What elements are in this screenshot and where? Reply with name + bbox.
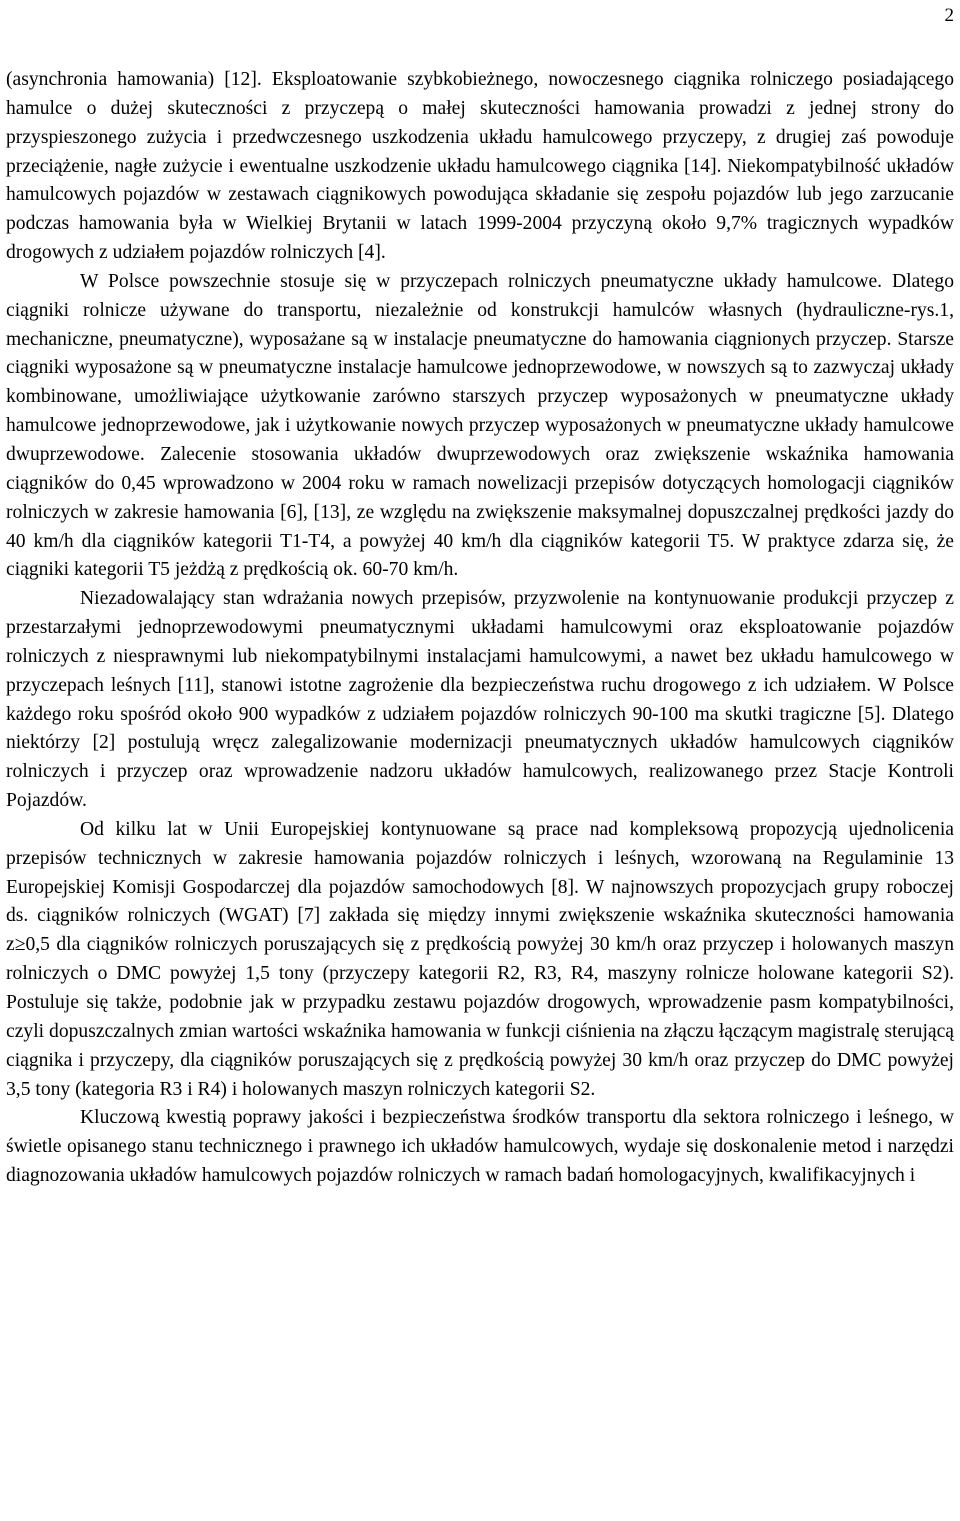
paragraph-1: (asynchronia hamowania) [12]. Eksploatowanie szybkobieżnego, nowoczesnego ciągnika rolniczego posiadającego hamulce o dużej skuteczności z przyczepą o małej skuteczności hamowania prowadzi z jednej strony do przyspieszonego zużycia i przedwczesnego uszkodzenia układu hamulcowego przyczepy, z drugiej zaś powoduje przeciążenie, nagłe zużycie i ewentualne uszkodzenie układu hamulcowego ciągnika [14]. Niekompatybilność układów hamulcowych pojazdów w zestawach ciągnikowych powodująca składanie się zespołu pojazdów lub jego zarzucanie podczas hamowania była w Wielkiej Brytanii w latach 1999-2004 przyczyną około 9,7% tragicznych wypadków drogowych z udziałem pojazdów rolniczych [4]. bbox=[6, 69, 954, 264]
page-number: 2 bbox=[944, 5, 954, 26]
paragraph-4: Od kilku lat w Unii Europejskiej kontynuowane są prace nad kompleksową propozycją ujednolicenia przepisów technicznych w zakresie hamowania pojazdów rolniczych i leśnych, wzorowaną na Regulaminie 13 Europejskiej Komisji Gospodarczej dla pojazdów samochodowych [8]. W najnowszych propozycjach grupy roboczej ds. ciągników rolniczych (WGAT) [7] zakłada się między innymi zwiększenie wskaźnika skuteczności hamowania z≥0,5 dla ciągników rolniczych poruszających się z prędkością powyżej 30 km/h oraz przyczep i holowanych maszyn rolniczych o DMC powyżej 1,5 tony (przyczepy kategorii R2, R3, R4, maszyny rolnicze holowane kategorii S2). Postuluje się także, podobnie jak w przypadku zestawu pojazdów drogowych, wprowadzenie pasm kompatybilności, czyli dopuszczalnych zmian wartości wskaźnika hamowania w funkcji ciśnienia na złączu łączącym magistralę sterującą ciągnika i przyczepy, dla ciągników poruszających się z prędkością powyżej 30 km/h oraz przyczep do DMC powyżej 3,5 tony (kategoria R3 i R4) i holowanych maszyn rolniczych kategorii S2. bbox=[6, 818, 954, 1100]
document-body bbox=[6, 66, 954, 1191]
paragraph-2: W Polsce powszechnie stosuje się w przyczepach rolniczych pneumatyczne układy hamulcowe. Dlatego ciągniki rolnicze używane do transportu, niezależnie od konstrukcji hamulców własnych (hydrauliczne-rys.1, mechaniczne, pneumatyczne), wyposażane są w instalacje pneumatyczne do hamowania ciągnionych przyczep. Starsze ciągniki wyposażone są w pneumatyczne instalacje hamulcowe jednoprzewodowe, w nowszych są to zazwyczaj układy kombinowane, umożliwiające użytkowanie zarówno starszych przyczep wyposażonych w pneumatyczne układy hamulcowe jednoprzewodowe, jak i użytkowanie nowych przyczep wyposażonych w pneumatyczne układy hamulcowe dwuprzewodowe. Zalecenie stosowania układów dwuprzewodowych oraz zwiększenie wskaźnika hamowania ciągników do 0,45 wprowadzono w 2004 roku w ramach nowelizacji przepisów dotyczących homologacji ciągników rolniczych w zakresie hamowania [6], [13], ze względu na zwiększenie maksymalnej dopuszczalnej prędkości jazdy do 40 km/h dla ciągników kategorii T1-T4, a powyżej 40 km/h dla ciągników kategorii T5. W praktyce zdarza się, że ciągniki kategorii T5 jeżdżą z prędkością ok. 60-70 km/h. bbox=[6, 270, 954, 581]
paragraph-3: Niezadowalający stan wdrażania nowych przepisów, przyzwolenie na kontynuowanie produkcji przyczep z przestarzałymi jednoprzewodowymi pneumatycznymi układami hamulcowymi oraz eksploatowanie pojazdów rolniczych z niesprawnymi lub niekompatybilnymi instalacjami hamulcowymi, a nawet bez układu hamulcowego w przyczepach leśnych [11], stanowi istotne zagrożenie dla bezpieczeństwa ruchu drogowego z ich udziałem. W Polsce każdego roku spośród około 900 wypadków z udziałem pojazdów rolniczych 90-100 ma skutki tragiczne [5]. Dlatego niektórzy [2] postulują wręcz zalegalizowanie modernizacji pneumatycznych układów hamulcowych ciągników rolniczych i przyczep oraz wprowadzenie nadzoru układów hamulcowych, realizowanego przez Stacje Kontroli Pojazdów. bbox=[6, 588, 954, 812]
paragraph-5: Kluczową kwestią poprawy jakości i bezpieczeństwa środków transportu dla sektora rolniczego i leśnego, w świetle opisanego stanu technicznego i prawnego ich układów hamulcowych, wydaje się doskonalenie metod i narzędzi diagnozowania układów hamulcowych pojazdów rolniczych w ramach badań homologacyjnych, kwalifikacyjnych i bbox=[6, 1107, 954, 1187]
